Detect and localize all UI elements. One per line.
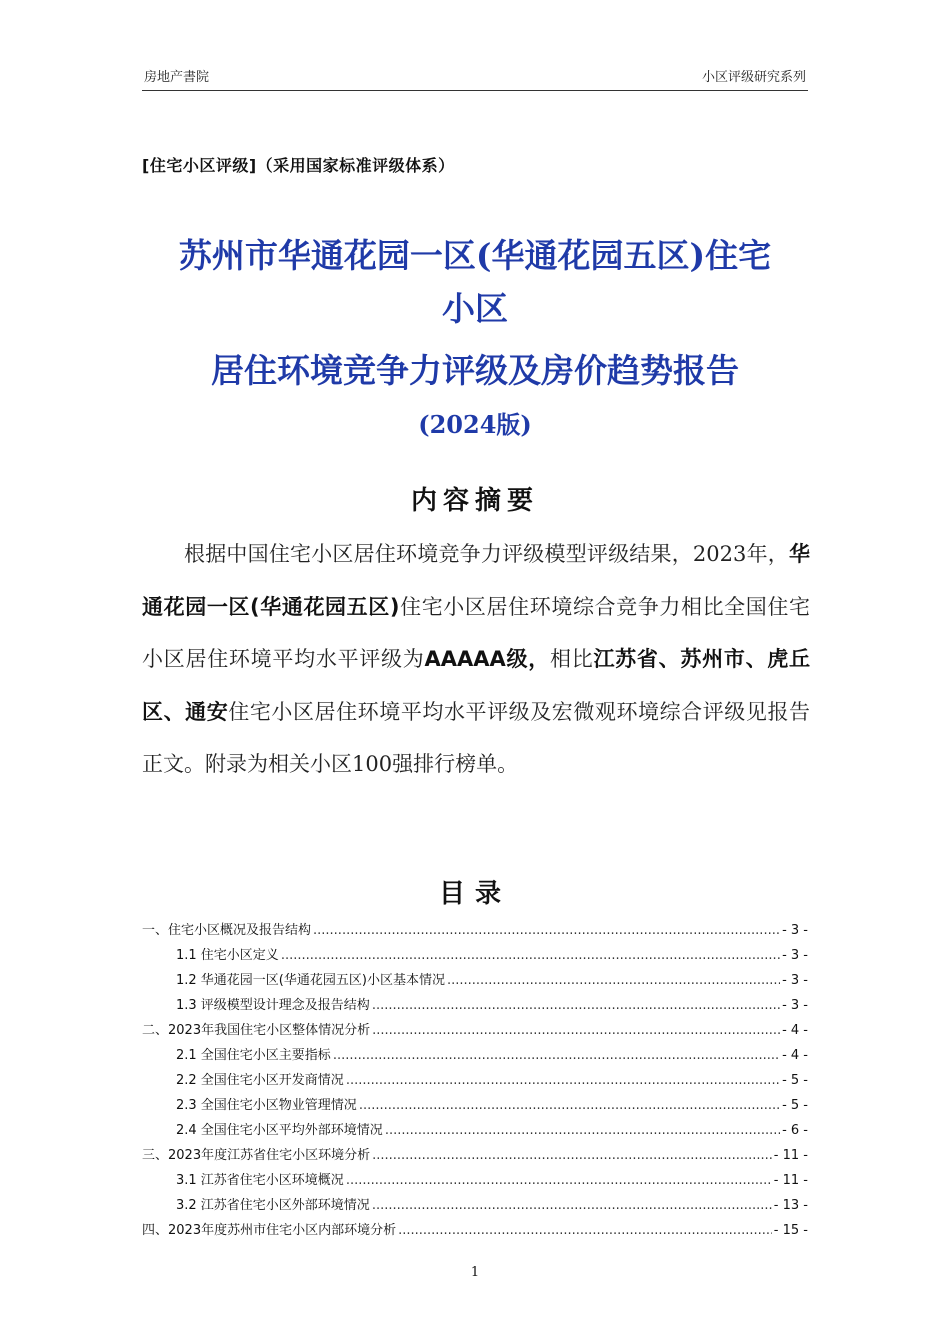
- toc-entry-page: - 15 -: [773, 1223, 808, 1238]
- toc-entry[interactable]: [142, 1168, 808, 1193]
- toc-leader-dots: [398, 1218, 772, 1243]
- toc-leader-dots: [372, 1193, 772, 1218]
- toc-entry-page: - 4 -: [782, 1048, 808, 1063]
- toc-entry[interactable]: [142, 1118, 808, 1143]
- toc-entry-page: - 5 -: [782, 1073, 808, 1088]
- toc-entry-page: - 11 -: [773, 1173, 808, 1188]
- toc-leader-dots: [333, 1043, 780, 1068]
- toc-entry[interactable]: [142, 1193, 808, 1218]
- abstract-bold-community: 华通花园一区(华通花园五区): [142, 542, 810, 619]
- toc-entry-label: 2.4 全国住宅小区平均外部环境情况: [176, 1123, 383, 1138]
- header-rule: [142, 90, 808, 91]
- toc-entry-page: - 4 -: [782, 1023, 808, 1038]
- toc-entry-page: - 13 -: [773, 1198, 808, 1213]
- toc-entry-label: 1.1 住宅小区定义: [176, 948, 279, 963]
- toc-entry-label: 2.3 全国住宅小区物业管理情况: [176, 1098, 357, 1113]
- toc-entry-label: 2.1 全国住宅小区主要指标: [176, 1048, 331, 1063]
- toc-entry[interactable]: [142, 1218, 808, 1243]
- toc-entry[interactable]: [142, 1143, 808, 1168]
- toc-entry-label: 1.2 华通花园一区(华通花园五区)小区基本情况: [176, 973, 445, 988]
- toc-leader-dots: [346, 1068, 780, 1093]
- abstract-text-2: 住宅小区居住环境综合竞争力相比全国住宅小区居住环境平均水平评级为: [142, 594, 811, 671]
- toc-leader-dots: [346, 1168, 772, 1193]
- toc-leader-dots: [313, 918, 780, 943]
- title-line-2: 小区: [442, 289, 508, 328]
- toc-leader-dots: [372, 993, 780, 1018]
- header-left-text: 房地产書院: [144, 70, 210, 85]
- toc-leader-dots: [359, 1093, 780, 1118]
- toc-entry-page: - 3 -: [782, 948, 808, 963]
- toc-leader-dots: [372, 1018, 780, 1043]
- toc-entry-label: 一、住宅小区概况及报告结构: [142, 923, 312, 938]
- abstract-text-4: 住宅小区居住环境平均水平评级及宏微观环境综合评级见报告正文。附录为相关小区100强排行榜单。: [142, 699, 811, 776]
- toc-entry-label: 四、2023年度苏州市住宅小区内部环境分析: [142, 1223, 397, 1238]
- abstract-paragraph: [142, 528, 810, 791]
- toc-entry[interactable]: [142, 1018, 808, 1043]
- abstract-text-1: 根据中国住宅小区居住环境竞争力评级模型评级结果，2023年，: [184, 542, 789, 566]
- toc-entry[interactable]: [142, 918, 808, 943]
- title-line-3: 居住环境竞争力评级及房价趋势报告: [211, 351, 739, 390]
- toc-entry-page: - 3 -: [782, 973, 808, 988]
- toc-entry-label: 1.3 评级模型设计理念及报告结构: [176, 998, 370, 1013]
- toc-entry[interactable]: [142, 968, 808, 993]
- toc-leader-dots: [385, 1118, 780, 1143]
- toc-leader-dots: [281, 943, 780, 968]
- toc-leader-dots: [447, 968, 780, 993]
- toc-heading: 目录: [438, 879, 511, 909]
- toc-entry-label: 3.1 江苏省住宅小区环境概况: [176, 1173, 344, 1188]
- page-number: 1: [470, 1265, 480, 1280]
- toc-entry-label: 二、2023年我国住宅小区整体情况分析: [142, 1023, 371, 1038]
- abstract-text-3: 相比: [549, 647, 594, 671]
- toc-entry-page: - 3 -: [782, 923, 808, 938]
- title-line-1: 苏州市华通花园一区(华通花园五区)住宅: [178, 236, 772, 275]
- abstract-bold-regions: 江苏省、苏州市、虎丘区、通安: [142, 647, 811, 724]
- toc-entry-page: - 5 -: [782, 1098, 808, 1113]
- abstract-bold-rating: AAAAA级，: [424, 647, 550, 671]
- report-category-tag: [住宅小区评级]（采用国家标准评级体系）: [142, 156, 455, 175]
- toc-leader-dots: [372, 1143, 772, 1168]
- toc-entry[interactable]: [142, 1043, 808, 1068]
- toc-entry[interactable]: [142, 993, 808, 1018]
- toc-entry-page: - 6 -: [782, 1123, 808, 1138]
- abstract-heading: 内容摘要: [410, 486, 539, 516]
- toc-entry[interactable]: [142, 1068, 808, 1093]
- toc-entry-label: 三、2023年度江苏省住宅小区环境分析: [142, 1148, 371, 1163]
- table-of-contents: [142, 918, 808, 1243]
- toc-entry-page: - 11 -: [773, 1148, 808, 1163]
- toc-entry[interactable]: [142, 943, 808, 968]
- header-right-text: 小区评级研究系列: [701, 70, 806, 85]
- title-edition: (2024版): [418, 410, 532, 439]
- toc-entry[interactable]: [142, 1093, 808, 1118]
- toc-entry-page: - 3 -: [782, 998, 808, 1013]
- toc-entry-label: 3.2 江苏省住宅小区外部环境情况: [176, 1198, 370, 1213]
- toc-entry-label: 2.2 全国住宅小区开发商情况: [176, 1073, 344, 1088]
